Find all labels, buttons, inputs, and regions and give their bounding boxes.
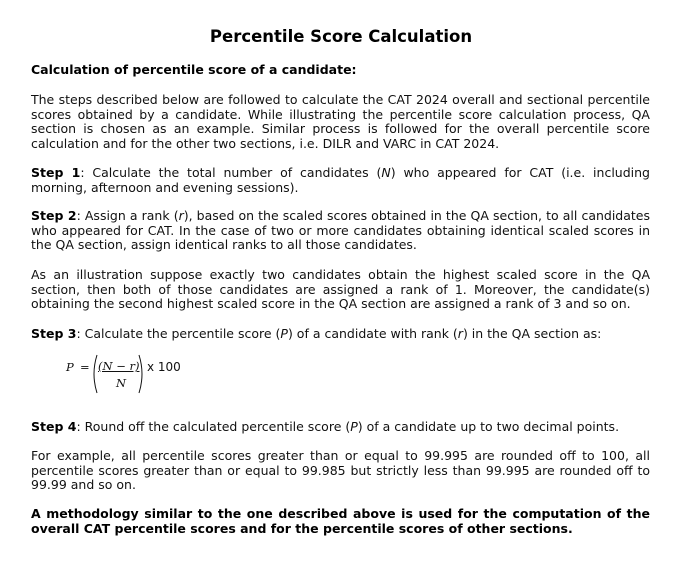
step-3-label: Step 3 [31, 326, 77, 341]
example-paragraph: For example, all percentile scores greater than or equal to 99.995 are rounded off to 100, all percentile scores greater than or equal to 99.985 but strictly less than 99.995 are rounded off to 99.99 and so on. [31, 448, 650, 493]
illustration-paragraph: As an illustration suppose exactly two candidates obtain the highest scaled score in the QA section, then both of those candidates are assigned a rank of 1. Moreover, the candidate(s) obtaining the second highest scaled score in the QA section are assigned a rank of 3 and so on. [31, 267, 650, 312]
page-title: Percentile Score Calculation [209, 27, 473, 46]
step-2-var: r [178, 208, 184, 223]
formula-denominator: N [116, 376, 127, 390]
formula-numerator: (N − r) [98, 359, 140, 373]
right-bracket-icon [138, 354, 146, 394]
intro-paragraph: The steps described below are followed to calculate the CAT 2024 overall and sectional percentile scores obtained by a candidate. While illustrating the percentile score calculation process, QA section is chosen as an example. Similar process is followed for the overall percentile score calculation and for the other two sections, i.e. DILR and VARC in CAT 2024. [31, 92, 650, 151]
step-2-label: Step 2 [31, 208, 77, 223]
step-1-paragraph [31, 166, 650, 195]
step-3-text-c: ) in the QA section as: [462, 326, 602, 341]
step-3-var-r: r [457, 326, 463, 341]
formula-multiplier: x 100 [147, 360, 181, 374]
left-bracket-icon [90, 354, 98, 394]
step-1-label: Step 1 [31, 165, 81, 180]
step-3-text-a: : Calculate the percentile score ( [76, 326, 281, 341]
formula-lhs: P [66, 360, 74, 374]
step-3-paragraph [31, 327, 650, 342]
step-1-text-a: : Calculate the total number of candidates ( [80, 165, 382, 180]
step-3-text-b: ) of a candidate with rank ( [287, 326, 458, 341]
step-4-label: Step 4 [31, 419, 77, 434]
step-2-text-a: : Assign a rank ( [76, 208, 179, 223]
step-1-text-b: ) who appeared for CAT (i.e. including morning, afternoon and evening sessions). [31, 165, 650, 195]
step-2-text-b: ), based on the scaled scores obtained in the QA section, to all candidates who appeared for CAT. In the case of two or more candidates obtaining identical scaled scores in the QA section, assign identical ranks to all those candidates. [31, 208, 651, 253]
step-3-var-p: P [280, 326, 288, 341]
step-2-paragraph [31, 209, 650, 253]
conclusion-paragraph: A methodology similar to the one described above is used for the computation of the overall CAT percentile scores and for the percentile scores of other sections. [31, 506, 650, 536]
step-4-paragraph [31, 420, 650, 435]
step-4-var: P [350, 419, 358, 434]
step-1-var: N [381, 165, 391, 180]
section-heading: Calculation of percentile score of a candidate: [31, 62, 357, 77]
formula-equals: = [80, 360, 90, 374]
percentile-formula [66, 354, 206, 396]
step-4-text-a: : Round off the calculated percentile score ( [76, 419, 351, 434]
step-4-text-b: ) of a candidate up to two decimal points. [357, 419, 620, 434]
